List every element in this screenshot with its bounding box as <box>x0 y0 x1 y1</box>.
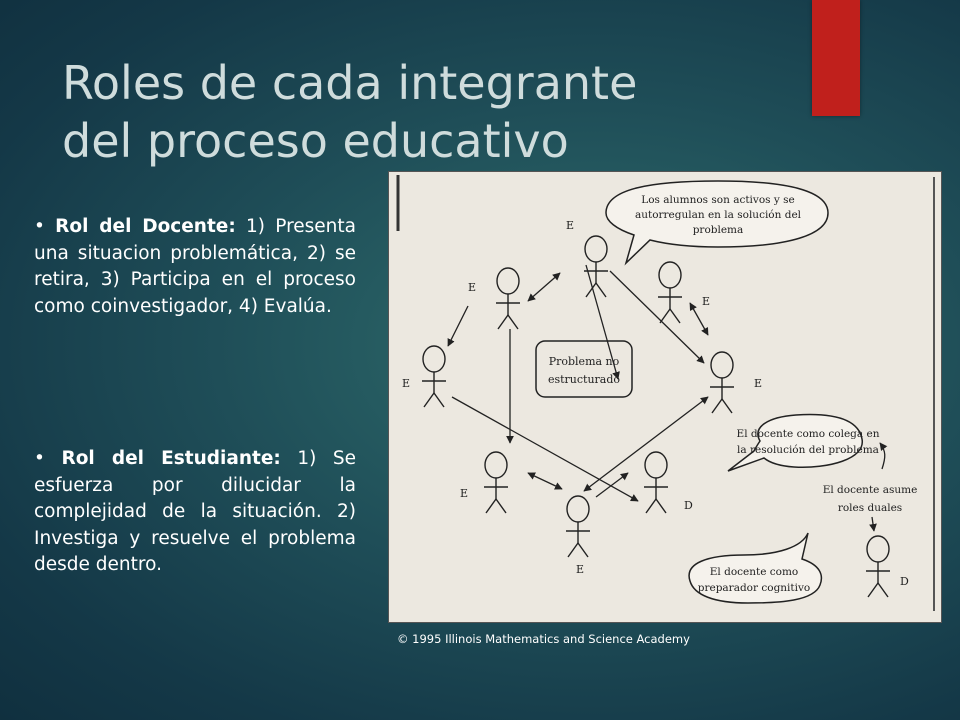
center-box-line-2: estructurado <box>547 373 621 386</box>
label-e: E <box>566 219 575 232</box>
person-figure <box>658 262 682 323</box>
bubble-students-line-3: problema <box>692 224 744 236</box>
bubble-preparer-line-2: preparador cognitivo <box>697 582 811 594</box>
label-e: E <box>402 377 411 390</box>
bullet-separator: : <box>273 448 281 469</box>
title-line-1: Roles de cada integrante <box>62 56 638 110</box>
role-labels <box>402 219 909 588</box>
person-figure <box>866 536 890 597</box>
bullet-marker: • <box>34 448 45 469</box>
bullet-rol-docente <box>34 214 356 320</box>
bullet-rol-estudiante <box>34 446 356 579</box>
note-dual-line-1: El docente asume <box>822 484 918 496</box>
note-dual-line-2: roles duales <box>837 502 903 514</box>
bullet-marker: • <box>34 216 45 237</box>
label-d: D <box>684 499 693 512</box>
bullet-text: 1) Presenta una situacion problemática, 2) se retira, 3) Participa en el proceso como coinvestigador, 4) Evalúa. <box>34 216 356 317</box>
slide-title <box>62 54 782 170</box>
diagram-image <box>388 171 942 623</box>
person-figure <box>644 452 668 513</box>
arrow <box>448 306 468 346</box>
image-caption: © 1995 Illinois Mathematics and Science Academy <box>397 632 690 646</box>
person-figure <box>566 496 590 557</box>
label-e: E <box>468 281 477 294</box>
person-figure <box>422 346 446 407</box>
person-figure <box>710 352 734 413</box>
arrow <box>528 273 560 301</box>
label-e: E <box>702 295 711 308</box>
arrow <box>584 397 708 491</box>
bubble-students-line-1: Los alumnos son activos y se <box>641 194 795 206</box>
accent-bar <box>812 0 860 116</box>
bullet-text: 1) Se esfuerza por dilucidar la complejidad de la situación. 2) Investiga y resuelve el problema desde dentro. <box>34 448 356 575</box>
arrow <box>610 271 704 363</box>
bubble-colleague-line-2: la resolución del problema <box>737 444 879 456</box>
bubble-colleague <box>728 415 880 471</box>
arrow <box>528 473 562 489</box>
center-box <box>536 341 632 397</box>
label-e: E <box>754 377 763 390</box>
bubble-preparer <box>689 533 821 603</box>
bubble-preparer-line-1: El docente como <box>709 566 799 578</box>
person-figure <box>584 236 608 297</box>
diagram-svg <box>388 171 942 623</box>
bubble-students-line-2: autorregulan en la solución del <box>634 209 802 221</box>
bubble-colleague-line-1: El docente como colega en <box>736 428 880 440</box>
person-figure <box>484 452 508 513</box>
label-e: E <box>460 487 469 500</box>
bubble-students <box>606 181 828 263</box>
person-figure <box>496 268 520 329</box>
label-e: E <box>576 563 585 576</box>
bullet-label: Rol del Estudiante <box>61 448 274 469</box>
bullet-separator: : <box>228 216 236 237</box>
title-line-2: del proceso educativo <box>62 114 569 168</box>
center-box-line-1: Problema no <box>548 355 620 368</box>
arrow <box>872 517 874 531</box>
arrow <box>452 397 638 501</box>
label-d: D <box>900 575 909 588</box>
arrow <box>880 443 885 469</box>
bullet-label: Rol del Docente <box>55 216 229 237</box>
